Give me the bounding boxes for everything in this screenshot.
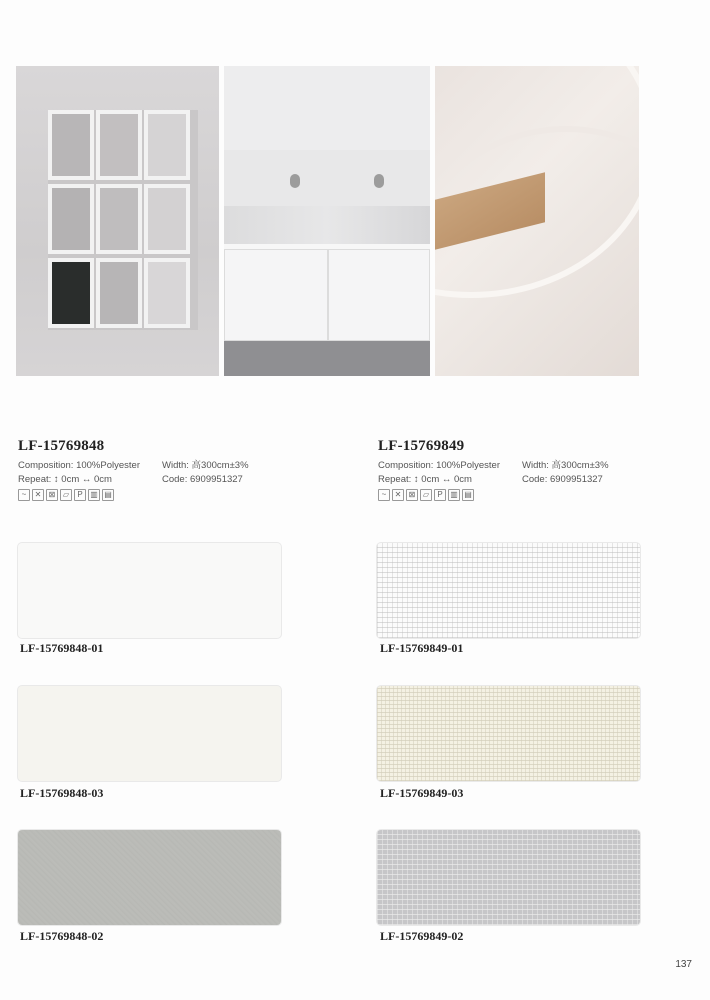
line-dry-icon: ▤ [462,489,474,501]
wash-icon: ~ [18,489,30,501]
repeat: Repeat: ↕ 0cm ↔ 0cm [18,474,112,485]
care-icons [378,489,609,501]
swatch-label: LF-15769849-02 [380,929,464,943]
drip-dry-icon: ▥ [448,489,460,501]
fabric-swatch [377,686,640,781]
code-number: Code: 6909951327 [522,474,603,485]
swatch-label: LF-15769848-02 [20,929,104,943]
fabric-swatch [377,543,640,638]
care-icons [18,489,249,501]
dry-clean-icon: P [74,489,86,501]
no-tumble-dry-icon: ⊠ [406,489,418,501]
repeat: Repeat: ↕ 0cm ↔ 0cm [378,474,472,485]
composition: Composition: 100%Polyester [378,460,500,471]
drip-dry-icon: ▥ [88,489,100,501]
page-number: 137 [675,959,692,970]
swatch-label: LF-15769848-01 [20,641,104,655]
product-code: LF-15769849 [378,438,465,454]
iron-icon: ▱ [60,489,72,501]
fabric-swatch [377,830,640,925]
photo-spiral-stair [435,66,639,376]
fabric-swatch [18,543,281,638]
fabric-swatch [18,686,281,781]
width: Width: 高300cm±3% [522,460,609,471]
composition: Composition: 100%Polyester [18,460,140,471]
fabric-swatch [18,830,281,925]
door-window-frame [48,110,198,330]
swatch-label: LF-15769849-01 [380,641,464,655]
code-number: Code: 6909951327 [162,474,243,485]
swatch-label: LF-15769848-03 [20,786,104,800]
dry-clean-icon: P [434,489,446,501]
no-tumble-dry-icon: ⊠ [46,489,58,501]
swatch-label: LF-15769849-03 [380,786,464,800]
photo-glass-door [16,66,219,376]
photo-kitchen [224,66,430,376]
wash-icon: ~ [378,489,390,501]
no-bleach-icon: ✕ [392,489,404,501]
product-info-1 [18,438,249,501]
iron-icon: ▱ [420,489,432,501]
product-info-2 [378,438,609,501]
product-code: LF-15769848 [18,438,105,454]
no-bleach-icon: ✕ [32,489,44,501]
width: Width: 高300cm±3% [162,460,249,471]
line-dry-icon: ▤ [102,489,114,501]
